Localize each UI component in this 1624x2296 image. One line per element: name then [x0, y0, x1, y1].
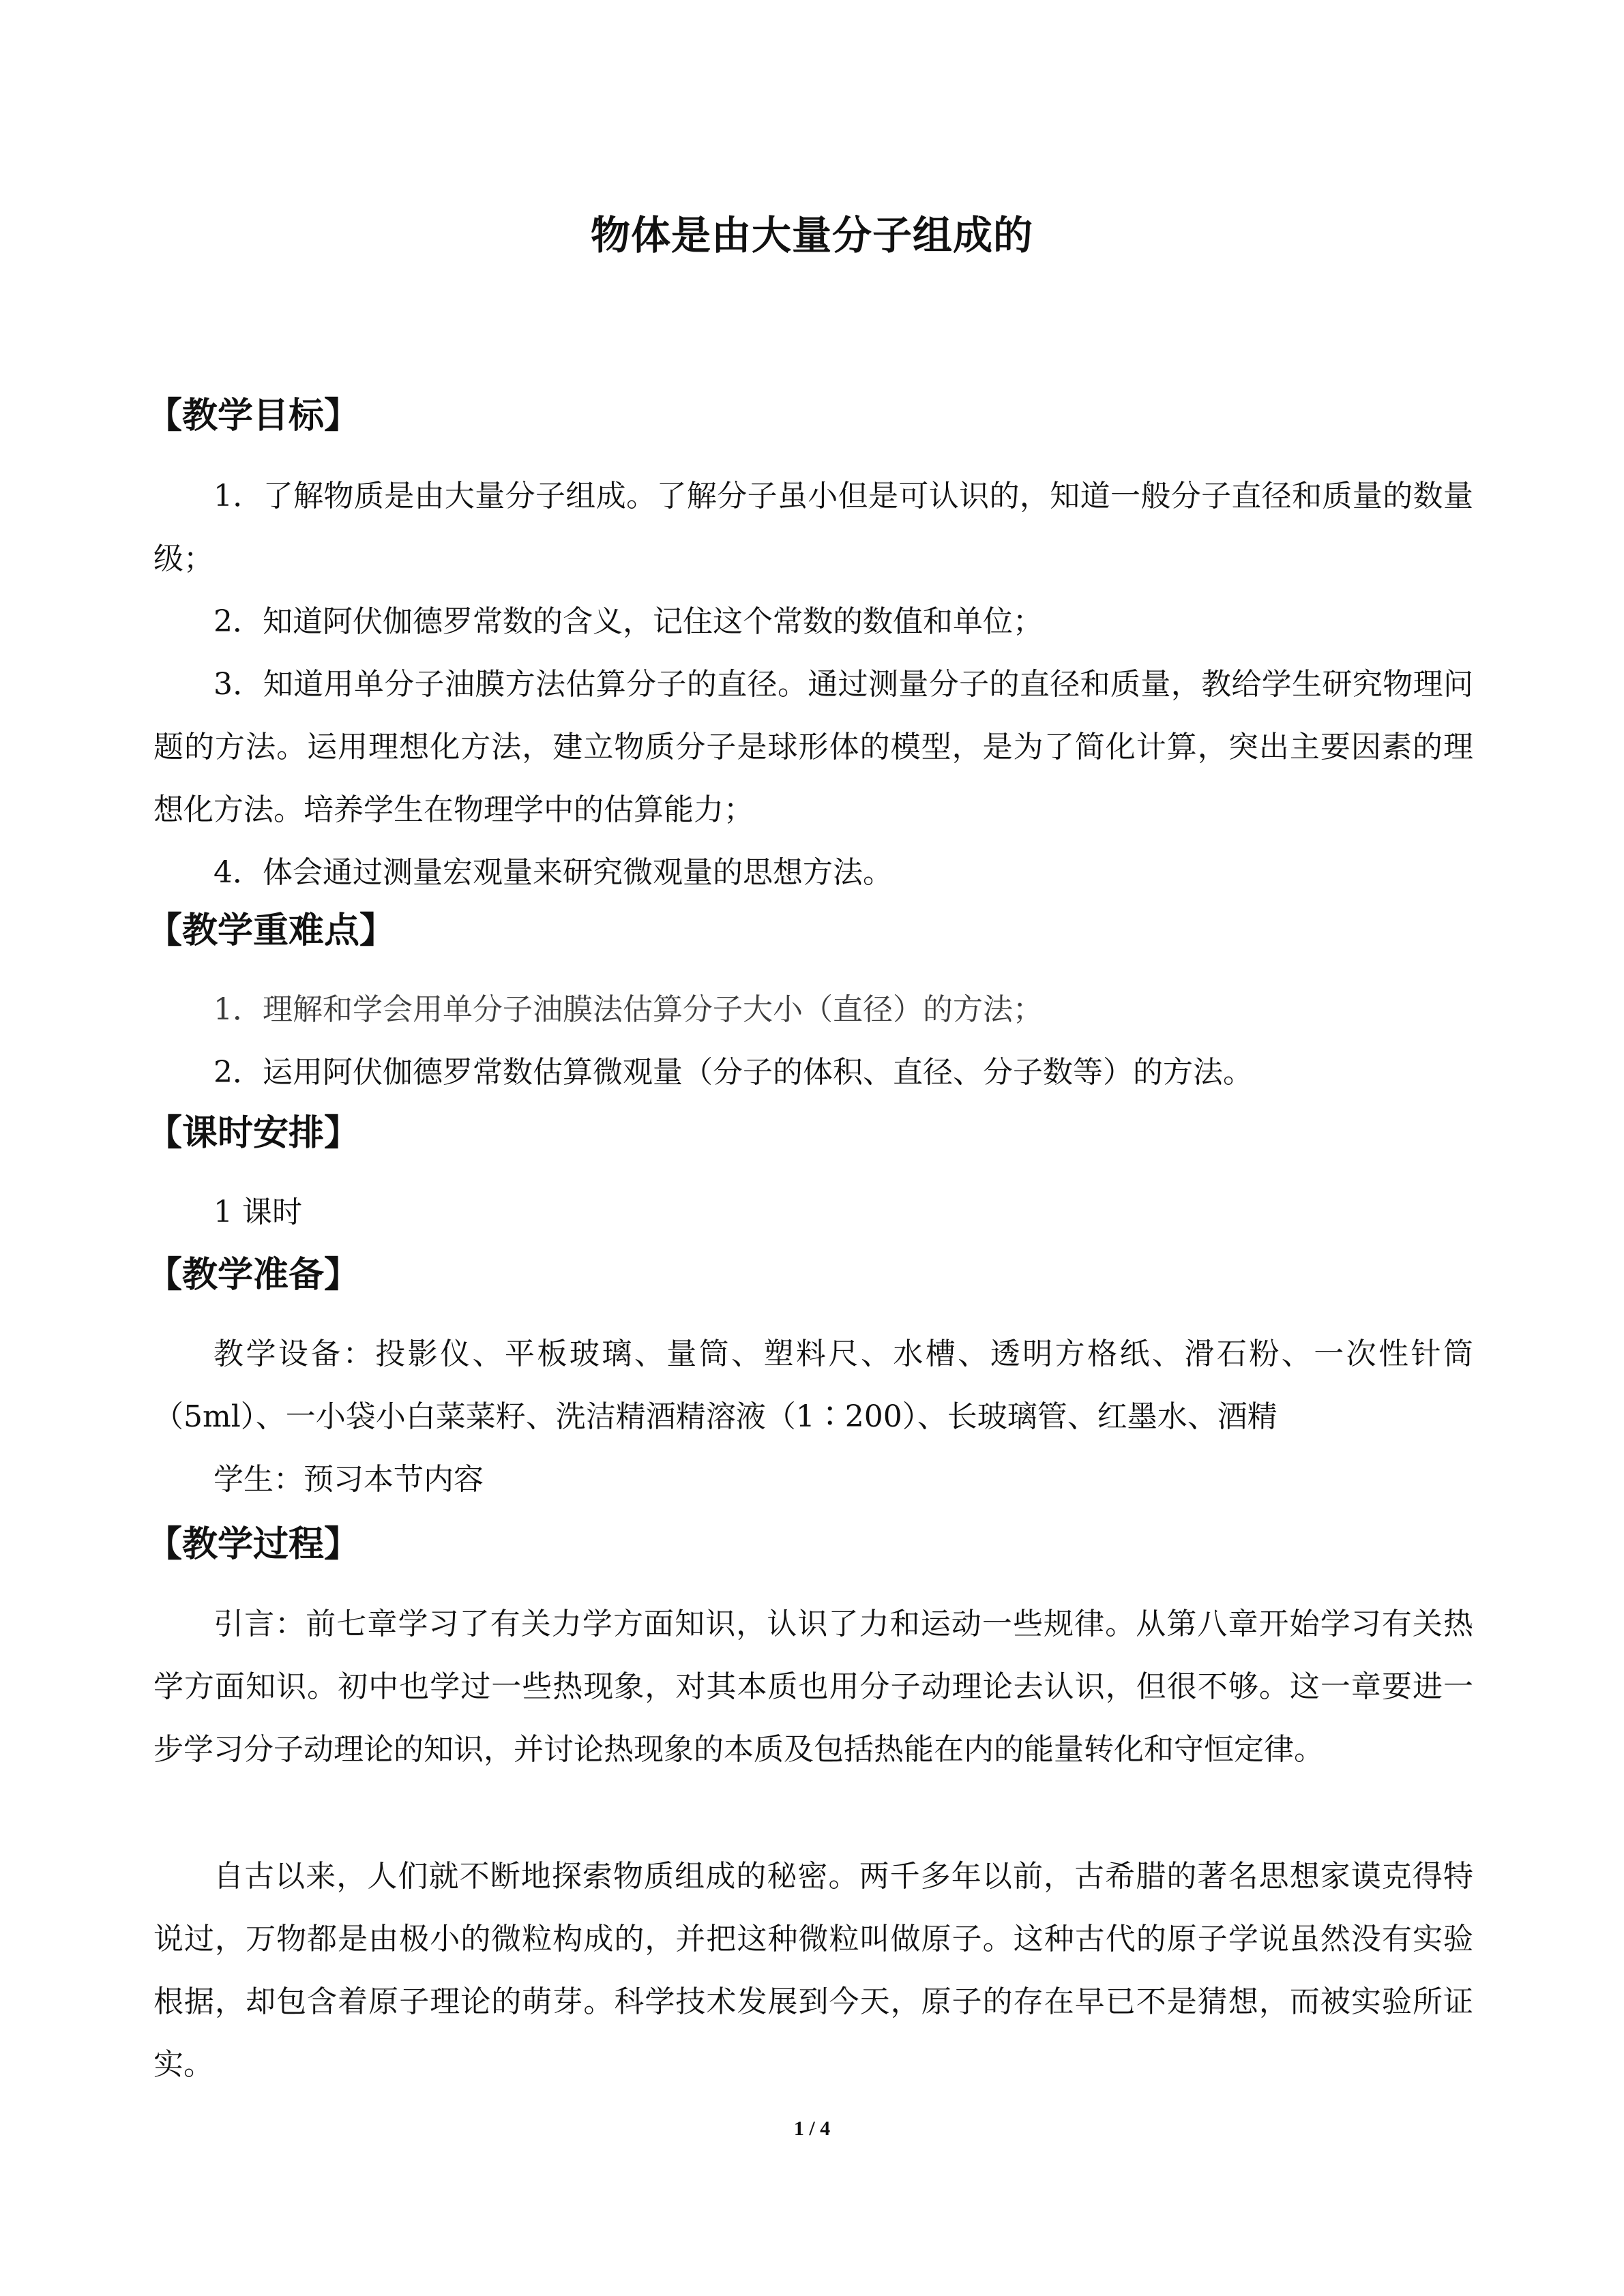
goal-item-3: 3．知道用单分子油膜方法估算分子的直径。通过测量分子的直径和质量，教给学生研究物理问题的方法。运用理想化方法，建立物质分子是球形体的模型，是为了简化计算，突出主要因素的理想化方法。培养学生在物理学中的估算能力； [153, 667, 1473, 827]
key-point-item-1: 1．理解和学会用单分子油膜法估算分子大小（直径）的方法； [213, 992, 1043, 1027]
key-point-item-2: 2．运用阿伏伽德罗常数估算微观量（分子的体积、直径、分子数等）的方法。 [213, 1055, 1253, 1090]
schedule-text: 1 课时 [213, 1195, 302, 1229]
preparation-equipment: 教学设备：投影仪、平板玻璃、量筒、塑料尺、水槽、透明方格纸、滑石粉、一次性针筒（5ml）、一小袋小白菜菜籽、洗洁精酒精溶液（1∶200）、长玻璃管、红墨水、酒精 [153, 1337, 1473, 1434]
process-paragraph-history: 自古以来，人们就不断地探索物质组成的秘密。两千多年以前，古希腊的著名思想家谟克得特说过，万物都是由极小的微粒构成的，并把这种微粒叫做原子。这种古代的原子学说虽然没有实验根据，却包含着原子理论的萌芽。科学技术发展到今天，原子的存在早已不是猜想，而被实验所证实。 [153, 1859, 1473, 2082]
page-title: 物体是由大量分子组成的 [590, 212, 1033, 258]
process-paragraph-intro: 引言：前七章学习了有关力学方面知识，认识了力和运动一些规律。从第八章开始学习有关热学方面知识。初中也学过一些热现象，对其本质也用分子动理论去认识，但很不够。这一章要进一步学习分子动理论的知识，并讨论热现象的本质及包括热能在内的能量转化和守恒定律。 [153, 1607, 1473, 1767]
section-heading-goals: 【教学目标】 [147, 396, 360, 436]
page-number: 1 / 4 [793, 2117, 831, 2140]
goal-item-4: 4．体会通过测量宏观量来研究微观量的思想方法。 [213, 855, 893, 890]
section-heading-key-points: 【教学重难点】 [147, 910, 396, 951]
goal-item-2: 2．知道阿伏伽德罗常数的含义，记住这个常数的数值和单位； [213, 604, 1043, 639]
goal-item-1: 1．了解物质是由大量分子组成。了解分子虽小但是可认识的，知道一般分子直径和质量的数量级； [153, 479, 1473, 576]
section-heading-preparation: 【教学准备】 [147, 1255, 360, 1296]
preparation-students: 学生：预习本节内容 [213, 1462, 484, 1497]
section-heading-process: 【教学过程】 [147, 1524, 360, 1565]
section-heading-schedule: 【课时安排】 [147, 1113, 360, 1154]
